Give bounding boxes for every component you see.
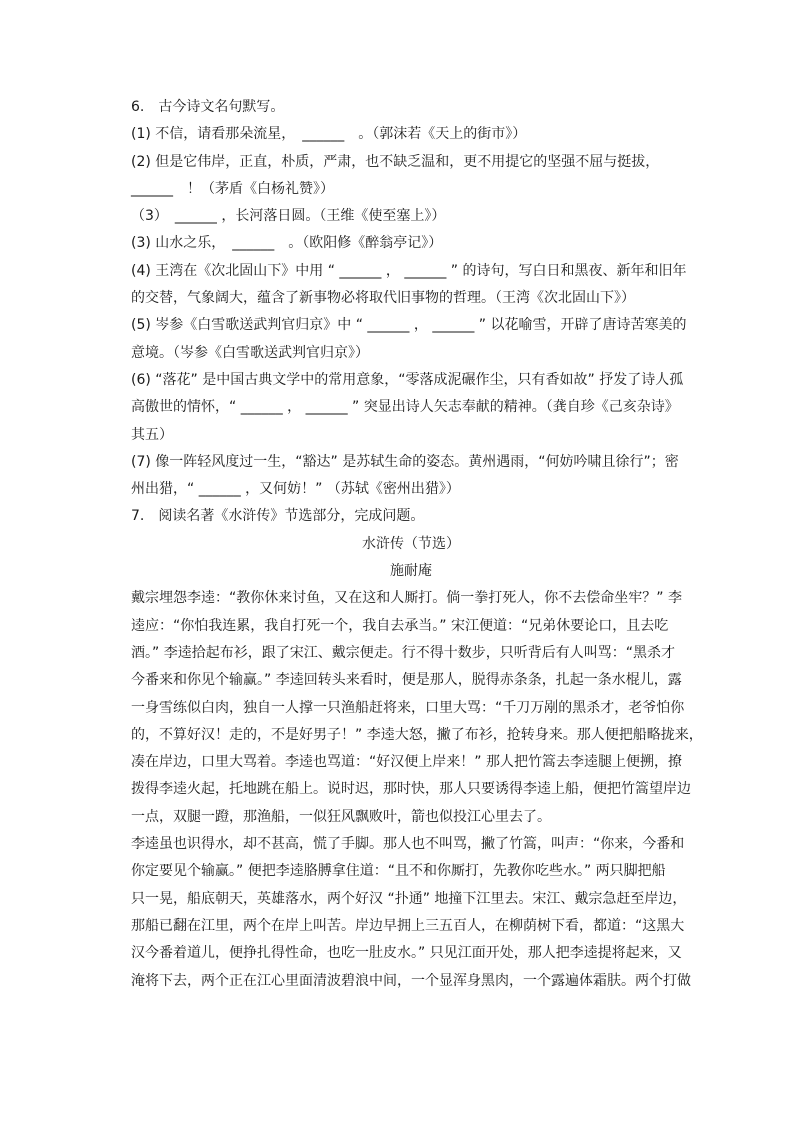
passage-line: 那船已翻在江里，两个在岸上叫苦。岸边早拥上三五百人，在柳荫树下看，都道：“这黑大 [131,917,685,934]
passage-line: 拨得李逵火起，托地跳在船上。说时迟，那时快，那人只要诱得李逵上船，便把竹篙望岸边 [131,781,691,798]
q6-line: ______ ！（茅盾《白杨礼赞》） [131,180,334,197]
passage-line: 戴宗埋怨李逵：“教你休来讨鱼，又在这和人厮打。倘一拳打死人，你不去偿命坐牢？” 李 [131,590,682,607]
passage-author: 施耐庵 [390,563,432,580]
q6-line: (4) 王湾在《次北固山下》中用 “ ______ ， ______ ” 的诗句，写白日和黑夜、新年和旧年 [131,262,687,279]
passage-line: 逵应：“你怕我连累，我自打死一个，我自去承当。” 宋江便道：“兄弟休要论口，且去吃 [131,617,669,634]
document-page [131,94,703,995]
passage-line: 淹将下去，两个正在江心里面清波碧浪中间，一个显浑身黑肉，一个露遍体霜肤。两个打做 [131,972,691,989]
passage-line: 李逵虽也识得水，却不甚高，慌了手脚。那人也不叫骂，撇了竹篙，叫声：“你来，今番和 [131,836,685,853]
question-6-heading: 6. 古今诗文名句默写。 [131,99,285,115]
q6-line: 意境。（岑参《白雪歌送武判官归京》） [131,344,369,361]
question-7-heading: 7. 阅读名著《水浒传》节选部分，完成问题。 [131,508,425,525]
q6-line: (3) 山水之乐， ______ 。（欧阳修《醉翁亭记》） [131,235,443,252]
passage-line: 只一晃，船底朝天，英雄落水，两个好汉 “扑通” 地撞下江里去。宋江、戴宗急赶至岸边， [131,890,687,907]
q6-line: （3） ______ ，长河落日圆。（王维《使至塞上》） [131,208,446,225]
passage-line: 一身雪练似白肉，独自一人撑一只渔船赶将来，口里大骂：“千刀万剐的黑杀才，老爷怕你 [131,699,685,716]
passage-line: 凑在岸边，口里大骂着。李逵也骂道：“好汉便上岸来！” 那人把竹篙去李逵腿上便搠，撩 [131,754,682,771]
passage-line: 酒。” 李逵拾起布衫，跟了宋江、戴宗便走。行不得十数步，只听背后有人叫骂：“黑杀才 [131,644,675,661]
q6-line: (7) 像一阵轻风度过一生，“豁达” 是苏轼生命的姿态。黄州遇雨，“何妨吟啸且徐行”；密 [131,453,679,470]
passage-line: 汉今番着道儿，便挣扎得性命，也吃一肚皮水。” 只见江面开处，那人把李逵提将起来，又 [131,945,682,962]
q6-line: (2) 但是它伟岸，正直，朴质，严肃，也不缺乏温和，更不用提它的坚强不屈与挺拔， [131,153,660,170]
q6-line: 的交替，气象阔大，蕴含了新事物必将取代旧事物的哲理。（王湾《次北固山下》） [131,290,635,307]
passage-line: 一点，双腿一蹬，那渔船，一似狂风飘败叶，箭也似投江心里去了。 [131,808,551,825]
q6-line: 其五） [131,426,173,443]
q6-line: 州出猎，“ ______ ，又何妨！” （苏轼《密州出猎》） [131,481,460,498]
q6-line: (6) “落花” 是中国古典文学中的常用意象，“零落成泥碾作尘，只有香如故” 抒发了诗人孤 [131,371,684,388]
passage-title: 水浒传（节选） [362,535,460,552]
passage-line: 今番来和你见个输赢。” 李逵回转头来看时，便是那人，脱得赤条条，扎起一条水棍儿，露 [131,672,682,689]
q6-line: (1) 不信，请看那朵流星， ______ 。（郭沫若《天上的街市》） [131,126,527,143]
passage-line: 你定要见个输赢。” 便把李逵胳膊拿住道：“且不和你厮打，先教你吃些水。” 两只脚把船 [131,863,666,880]
passage-line: 的，不算好汉！走的，不是好男子！” 李逵大怒，撇了布衫，抢转身来。那人便把船略拢来， [131,726,703,743]
q6-line: (5) 岑参《白雪歌送武判官归京》中 “ ______ ， ______ ” 以花喻雪，开辟了唐诗苦寒美的 [131,317,687,334]
q6-line: 高傲世的情怀，“ ______ ， ______ ” 突显出诗人矢志奉献的精神。（龚自珍《己亥杂诗》 [131,399,679,416]
